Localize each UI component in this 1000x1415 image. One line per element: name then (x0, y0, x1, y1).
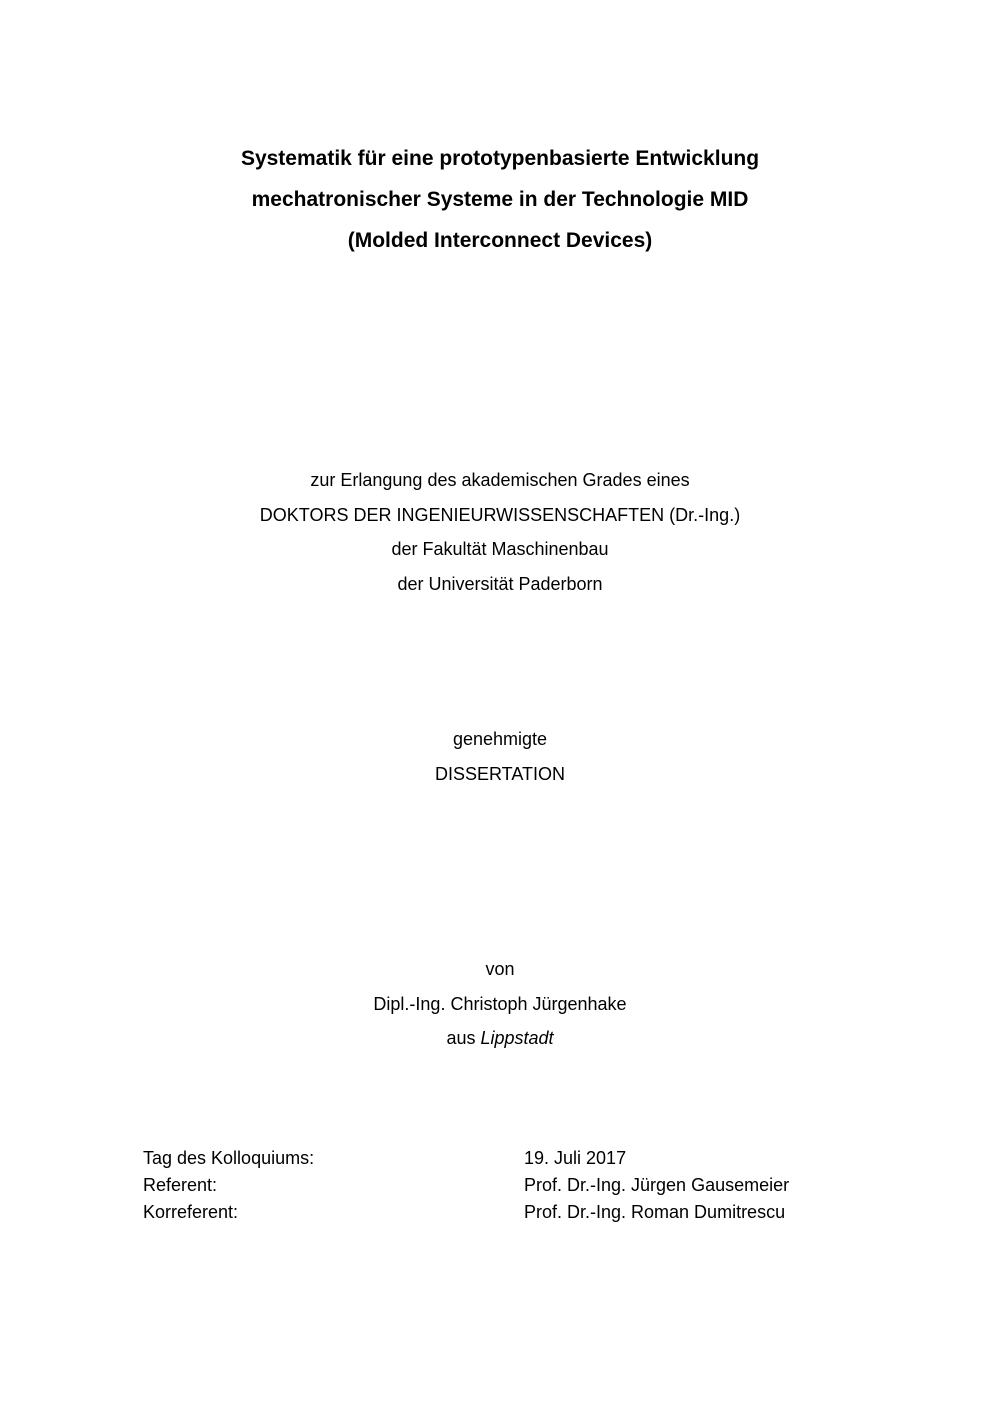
faculty-name: der Fakultät Maschinenbau (391, 539, 609, 559)
approved-label: genehmigte (452, 729, 548, 749)
committee-details (143, 1145, 863, 1226)
document-type: DISSERTATION (434, 763, 566, 784)
committee-row-co-referee (143, 1199, 863, 1226)
author-block (0, 952, 1000, 1056)
co-referee-label: Korreferent: (143, 1202, 239, 1222)
university-name: der Universität Paderborn (397, 573, 603, 594)
origin-prefix: aus (446, 1028, 476, 1048)
colloquium-date-label: Tag des Kolloquiums: (143, 1148, 315, 1168)
referee-label: Referent: (143, 1175, 218, 1195)
degree-purpose (0, 463, 1000, 601)
origin-place: Lippstadt (480, 1028, 554, 1048)
by-label: von (485, 959, 515, 979)
author-origin (0, 1021, 1000, 1056)
title-line-2: mechatronischer Systeme in der Technologie MID (251, 188, 749, 211)
dissertation-title (0, 138, 1000, 261)
degree-name: DOKTORS DER INGENIEURWISSENSCHAFTEN (Dr.-Ing.) (259, 504, 741, 525)
co-referee-value: Prof. Dr.-Ing. Roman Dumitrescu (524, 1202, 786, 1222)
author-name: Dipl.-Ing. Christoph Jürgenhake (373, 993, 627, 1014)
approval-statement (0, 722, 1000, 791)
title-line-1: Systematik für eine prototypenbasierte Entwicklung (240, 147, 760, 170)
committee-row-referee (143, 1172, 863, 1199)
purpose-line: zur Erlangung des akademischen Grades eines (310, 470, 690, 490)
committee-row-colloquium-date (143, 1145, 863, 1172)
colloquium-date-value: 19. Juli 2017 (524, 1148, 627, 1168)
referee-value: Prof. Dr.-Ing. Jürgen Gausemeier (524, 1175, 790, 1195)
title-line-3: (Molded Interconnect Devices) (347, 229, 653, 252)
